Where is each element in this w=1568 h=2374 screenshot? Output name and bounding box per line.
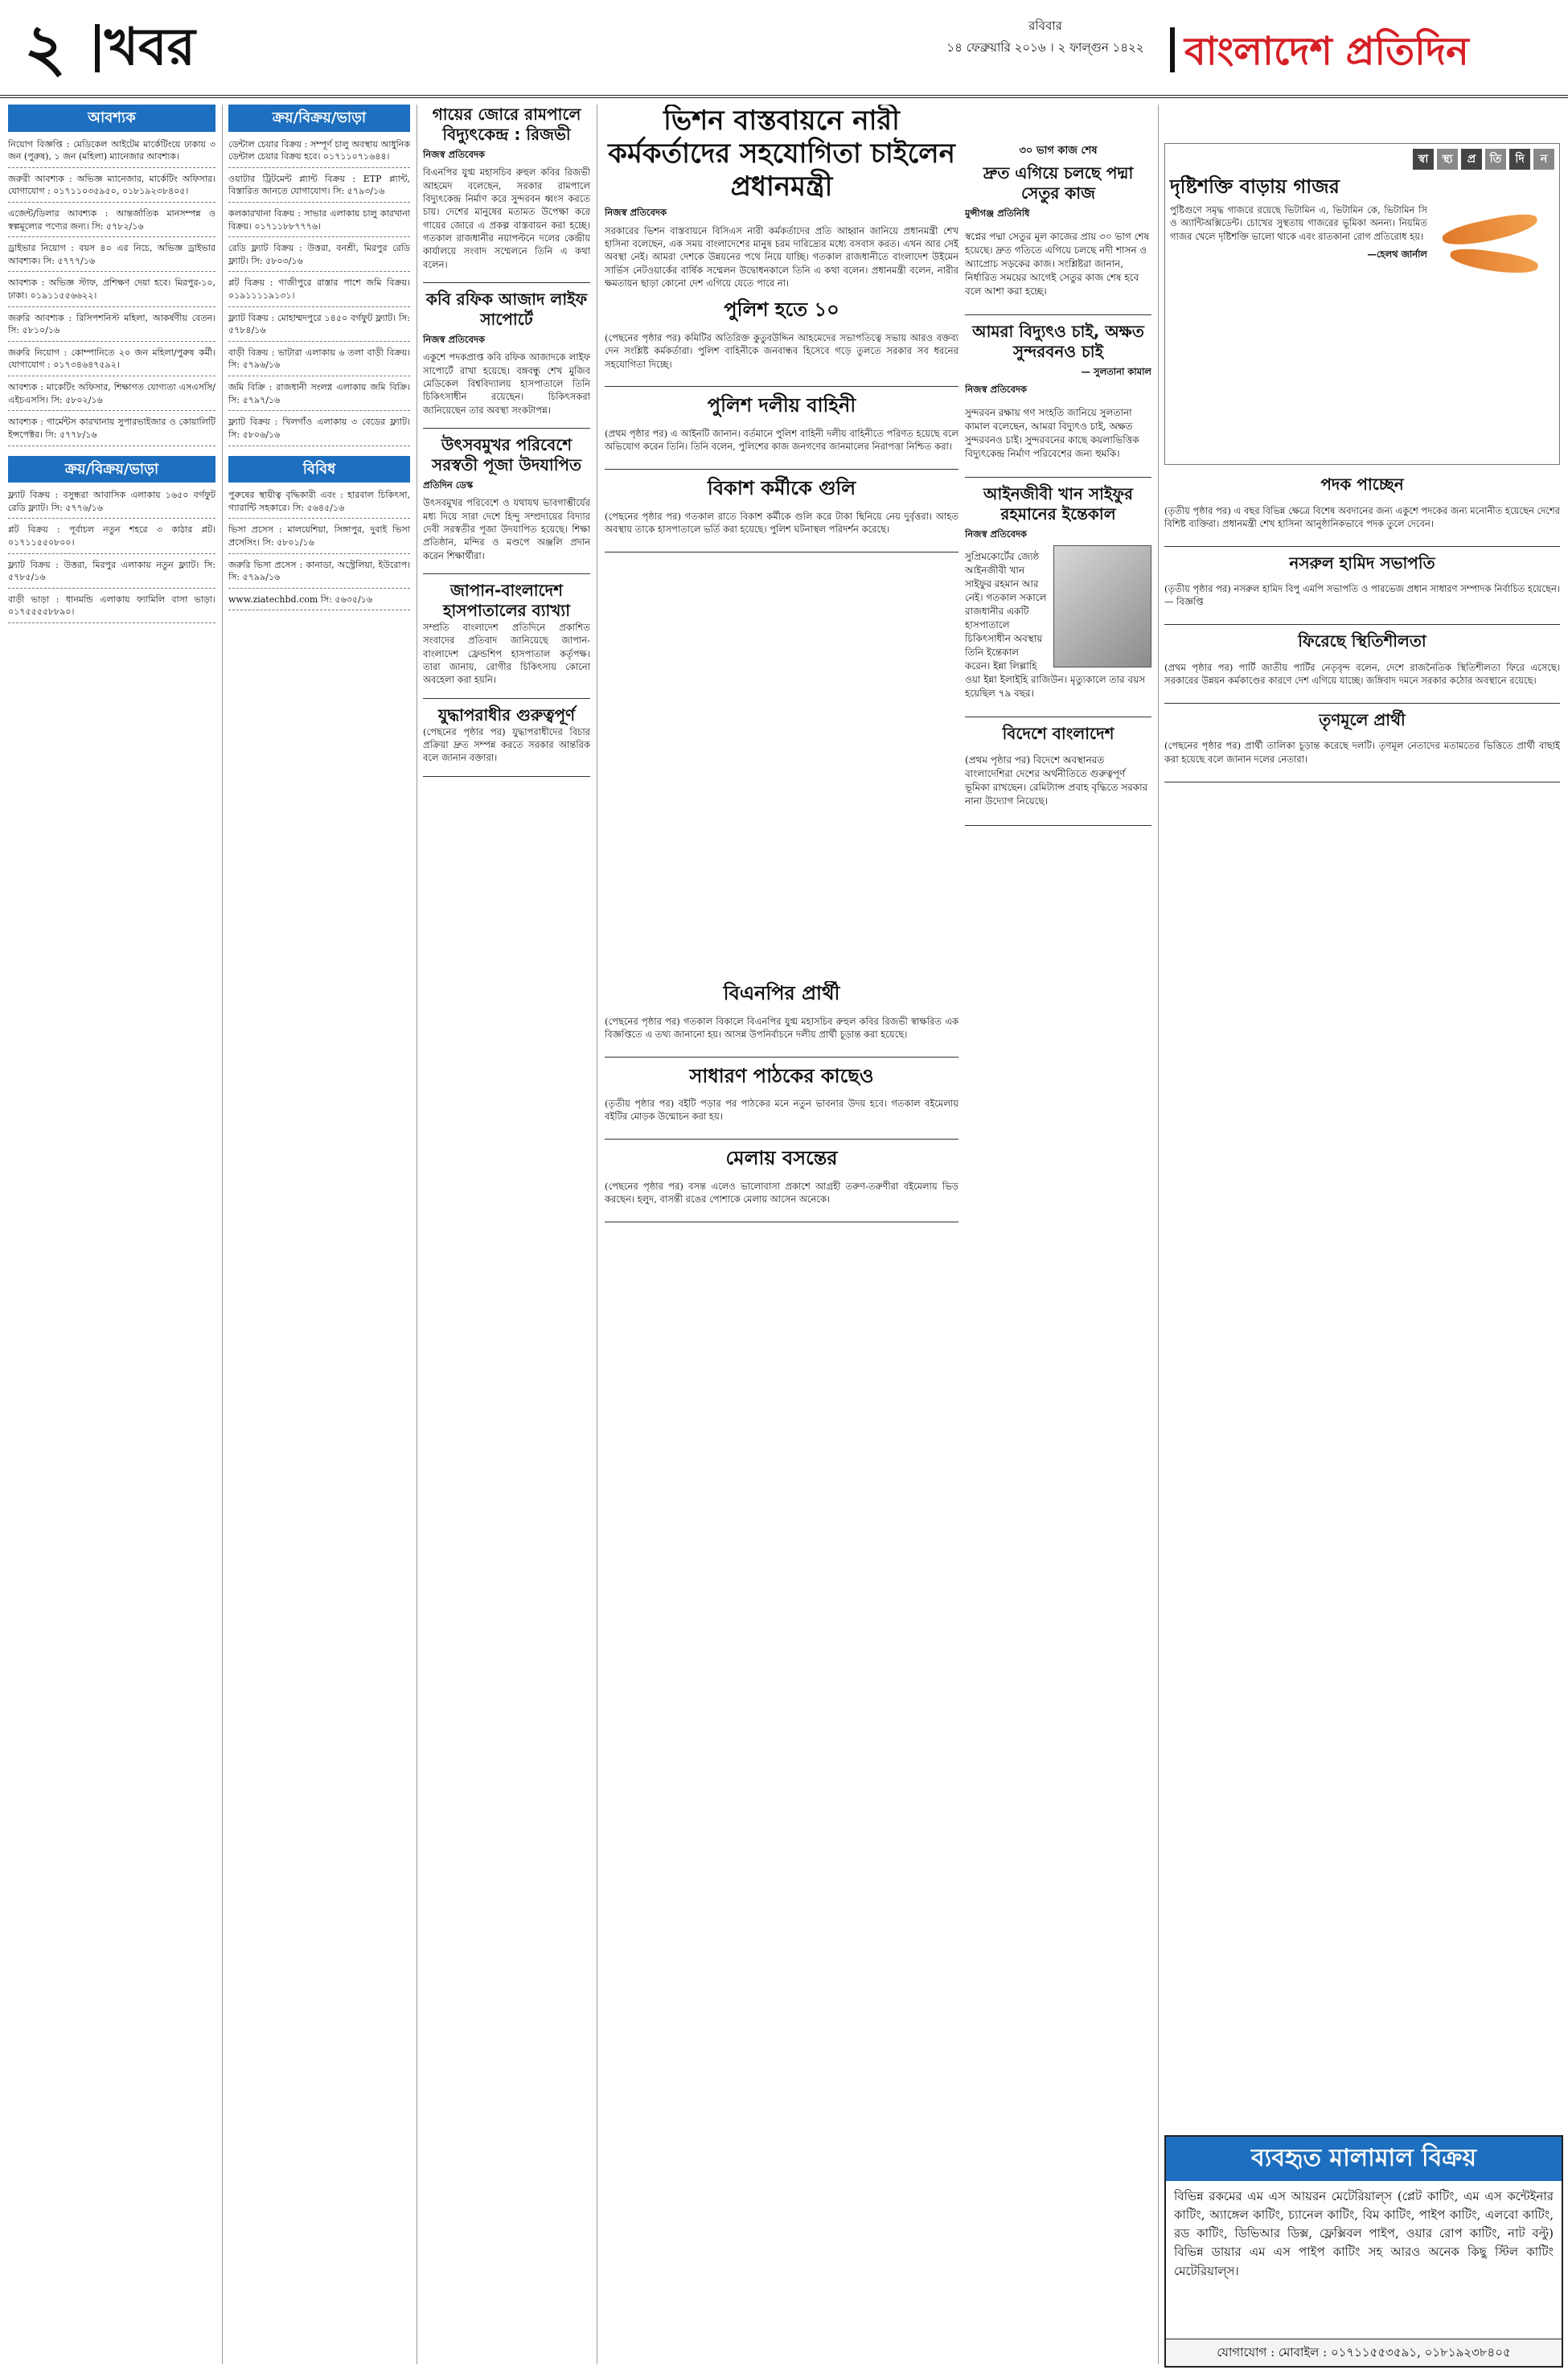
article-khan <box>965 484 1151 718</box>
article-body: সুন্দরবন রক্ষায় গণ সংহতি জানিয়ে সুলতানা কামাল বলেছেন, আমরা বিদ্যুৎও চাই, অক্ষত সুন্দরবনও চাই। সুন্দরবনের কাছে কয়লাভিত্তিক বিদ্যুৎকেন্দ্র নির্মাণ পরিবেশের জন্য হুমকি। <box>965 406 1139 459</box>
article-byline: নিজস্ব প্রতিবেদক <box>423 149 486 160</box>
carrot-shape <box>1449 245 1539 277</box>
article-quote-author: — সুলতানা কামাল <box>1081 365 1151 377</box>
classified-header-wanted: আবশ্যক <box>8 105 215 132</box>
article-headline: দ্রুত এগিয়ে চলছে পদ্মা সেতুর কাজ <box>983 163 1134 203</box>
article-body: (তৃতীয় পৃষ্ঠার পর) নসরুল হামিদ বিপু এমপি সভাপতি ও পারভেজ প্রধান সাধারণ সম্পাদক নির্বাচিত হয়েছেন। — বিজ্ঞপ্তি <box>1164 583 1560 608</box>
sale-ad-contact: যোগাযোগ : মোবাইল : ০১৭১১৫৫৩৫৯১, ০১৮১৯২৩৮৪০৫ <box>1166 2339 1562 2366</box>
article-body: (প্রথম পৃষ্ঠার পর) বিদেশে অবস্থানরত বাংলাদেশিরা দেশের অর্থনীতিতে গুরুত্বপূর্ণ ভূমিকা রাখছেন। রেমিট্যান্স প্রবাহ বৃদ্ধিতে সরকার নানা উদ্যোগ নিয়েছে। <box>965 754 1148 807</box>
news-column-5 <box>965 141 1151 2364</box>
classified-ad: আবশ্যক : মাকেটিং অফিসার, শিক্ষাগত যোগ্যতা এসএসসি/এইচএসসি। সি: ৫৮০২/১৬ <box>8 380 215 411</box>
article-bnp <box>605 981 958 1058</box>
article-headline: পুলিশ হতে ১০ <box>724 298 839 322</box>
day-label: রবিবার <box>1028 18 1062 33</box>
classified-ad: ফ্ল্যাট বিক্রয় : বসুন্ধরা আবাসিক এলাকায় ১৬৫০ বর্গফুট রেডি ফ্ল্যাট। সি: ৫৭৭৬/১৬ <box>8 487 215 519</box>
classified-ad: নিয়োগ বিজ্ঞপ্তি : মেডিকেল আইটেম মার্কেটিংয়ে ঢাকায় ৩ জন (পুরুষ), ১ জন (মহিলা) ম্যানেজার আবশ্যক। <box>8 137 215 168</box>
classified-ad: প্লট বিক্রয় : পূর্বাচল নতুন শহরে ৩ কাঠার প্লট। ০১৭১১৫৫০৮০০। <box>8 522 215 553</box>
health-feature-box <box>1164 143 1560 465</box>
article-byline: প্রতিদিন ডেস্ক <box>423 478 474 491</box>
article-juddho <box>423 705 590 777</box>
classified-ad: আবশ্যক : অভিজ্ঞ স্টাফ, প্রশিক্ষণ দেয়া হবে। মিরপুর-১০, ঢাকা। ০১৯১১৫৫৬৬২২। <box>8 275 215 306</box>
article-headline: গায়ের জোরে রামপালে বিদ্যুৎকেন্দ্র : রিজভী <box>432 105 581 144</box>
portrait-photo <box>1053 545 1151 667</box>
article-headline: কবি রফিক আজাদ লাইফ সাপোর্টে <box>425 289 588 329</box>
dateline <box>925 18 1166 62</box>
news-column-3 <box>423 105 590 2364</box>
health-tab: স্থ্য <box>1437 149 1458 170</box>
article-headline: নসরুল হামিদ সভাপতি <box>1289 552 1435 573</box>
article-body: (পেছনের পৃষ্ঠার পর) যুদ্ধাপরাধীদের বিচার প্রক্রিয়া দ্রুত সম্পন্ন করতে সরকার আন্তরিক বলে জানান বক্তারা। <box>423 725 590 764</box>
classified-ad: রেডি ফ্ল্যাট বিক্রয় : উত্তরা, বনশ্রী, মিরপুর রেডি ফ্ল্যাট। সি: ৫৮০৩/১৬ <box>228 240 410 272</box>
lead-body: সরকারের ভিশন বাস্তবায়নে বিসিএস নারী কর্মকর্তাদের প্রতি আহ্বান জানিয়ে প্রধানমন্ত্রী শেখ হাসিনা বলেছেন, এক সময় বাংলাদেশের মানুষ চরম দারিদ্র্যের মধ্যে বসবাস করত। এখন আর সেই অবস্থা নেই। আমরা দেশকে উন্নয়নের পথে নিয়ে যাচ্ছি। গতকাল রাজধানীতে বাংলাদেশ উইমেন সার্ভিস নেটওয়ার্কের বার্ষিক সম্মেলন উদ্বোধনকালে তিনি এ কথা বলেন। প্রধানমন্ত্রী বলেন, নারীর ক্ষমতায়ন ছাড়া কোনো দেশ এগিয়ে যেতে পারে না। <box>605 224 958 290</box>
article-body: স্বপ্নের পদ্মা সেতুর মূল কাজের প্রায় ৩০ ভাগ শেষ হয়েছে। দ্রুত গতিতে এগিয়ে চলছে নদী শাসন ও অ্যাপ্রোচ সড়কের কাজ। সংশ্লিষ্টরা জানান, নির্ধারিত সময়ের আগেই সেতুর কাজ শেষ হবে বলে আশা করা হচ্ছে। <box>965 230 1150 297</box>
article-headline: পুলিশ দলীয় বাহিনী <box>707 394 856 417</box>
masthead-divider <box>95 24 100 72</box>
article-byline: নিজস্ব প্রতিবেদক <box>965 384 1028 396</box>
brand-logo <box>1170 24 1556 79</box>
sale-ad-title: ব্যবহৃত মালামাল বিক্রয় <box>1166 2137 1562 2181</box>
article-bikash <box>605 476 958 552</box>
article-body: সুপ্রিমকোর্টের জ্যেষ্ঠ আইনজীবী খান সাইফুর রহমান আর নেই। গতকাল সকালে রাজধানীর একটি হাসপাতালে চিকিৎসাধীন অবস্থায় তিনি ইন্তেকাল করেন। ইন্না লিল্লাহি ওয়া ইন্না ইলাইহি রাজিউন। মৃত্যুকালে তার বয়স হয়েছিল ৭৯ বছর। <box>965 551 1146 700</box>
article-trinomul <box>1164 710 1560 782</box>
article-body: (পেছনের পৃষ্ঠার পর) গতকাল বিকালে বিএনপির যুগ্ম মহাসচিব রুহুল কবির রিজভী স্বাক্ষরিত এক বিজ্ঞপ্তিতে এ তথ্য জানানো হয়। আসন্ন উপনির্বাচনে দলীয় প্রার্থী চূড়ান্ত করা হয়েছে। <box>605 1015 958 1040</box>
carrot-image <box>1434 203 1554 292</box>
article-headline: বিকাশ কর্মীকে গুলি <box>707 477 856 499</box>
article-body: (পেছনের পৃষ্ঠার পর) কমিটির অতিরিক্ত কুতুবউদ্দিন আহমেদের সভাপতিত্বে সভায় আরও বক্তব্য দেন সংশ্লিষ্ট কর্মকর্তারা। পুলিশ বাহিনীকে জনবান্ধব হিসেবে গড়ে তুলতে সরকার সব ধরনের সহযোগিতা দিচ্ছে। <box>605 331 958 370</box>
article-body: (তৃতীয় পৃষ্ঠার পর) বইটি পড়ার পর পাঠকের মনে নতুন ভাবনার উদয় হবে। গতকাল বইমেলায় বইটির মোড়ক উন্মোচন করা হয়। <box>605 1098 958 1123</box>
section-name: খবর <box>105 17 195 77</box>
article-body: (পেছনের পৃষ্ঠার পর) গতকাল রাতে বিকাশ কর্মীকে গুলি করে টাকা ছিনিয়ে নেয় দুর্বৃত্তরা। আহত অবস্থায় তাকে হাসপাতালে ভর্তি করা হয়েছে। পুলিশ ঘটনাস্থল পরিদর্শন করেছে। <box>605 510 958 535</box>
article-body: বিএনপির যুগ্ম মহাসচিব রুহুল কবির রিজভী আহমেদ বলেছেন, সরকার রামপালে বিদ্যুৎকেন্দ্র নির্মাণ করে সুন্দরবন ধ্বংস করতে চায়। দেশের মানুষের মতামত উপেক্ষা করে গায়ের জোরে এ প্রকল্প বাস্তবায়ন করা হচ্ছে। গতকাল রাজধানীর নয়াপল্টনে দলের কেন্দ্রীয় কার্যালয়ে সংবাদ সম্মেলনে তিনি এ কথা বলেন। <box>423 166 590 270</box>
health-tab: দি <box>1509 149 1530 170</box>
article-body: উৎসবমুখর পরিবেশে ও যথাযথ ভাবগাম্ভীর্যের মধ্য দিয়ে সারা দেশে হিন্দু সম্প্রদায়ের বিদ্যার দেবী সরস্বতীর পূজা উদযাপিত হয়েছে। শিক্ষা প্রতিষ্ঠান, মন্দির ও মণ্ডপে অঞ্জলি প্রদান করেন শিক্ষার্থীরা। <box>423 497 590 561</box>
article-headline: পদক পাচ্ছেন <box>1320 474 1404 494</box>
article-sthiti <box>1164 631 1560 704</box>
article-body: (প্রথম পৃষ্ঠার পর) এ আইনটি জানান। বর্তমানে পুলিশ বাহিনী দলীয় বাহিনীতে পরিণত হয়েছে বলে অভিযোগ করেন তিনি। তিনি বলেন, পুলিশের কাজ জনগণের জানমালের নিরাপত্তা নিশ্চিত করা। <box>605 427 958 453</box>
article-headline: তৃণমূলে প্রার্থী <box>1319 709 1406 729</box>
classified-ad: জরুরি ভিসা প্রসেস : কানাডা, অস্ট্রেলিয়া, ইউরোপ। সি: ৫৭৯৯/১৬ <box>228 557 410 589</box>
classified-header-buy-sell: ক্রয়/বিক্রয়/ভাড়া <box>228 105 410 132</box>
classified-ad: প্লট বিক্রয় : গাজীপুরে রাস্তার পাশে জমি বিক্রয়। ০১৯১১১১৯১৩১। <box>228 275 410 306</box>
article-bideshe <box>965 724 1151 825</box>
article-namrul <box>1164 553 1560 626</box>
classified-ad: পুরুষের স্থায়ীত্ব বৃদ্ধিকারী এবং : হারবাল চিকিৎসা, গ্যারান্টি সহকারে। সি: ৫৬৪৫/১৬ <box>228 487 410 519</box>
health-tab: স্বা <box>1413 149 1434 170</box>
health-tab: ন <box>1533 149 1554 170</box>
classified-ad: আবশ্যক : গার্মেন্টস কারখানায় সুপারভাইজার ও কোয়ালিটি ইন্সপেক্টর। সি: ৫৭৭৮/১৬ <box>8 414 215 446</box>
article-bidyut <box>965 322 1151 478</box>
carrot-shape <box>1441 210 1540 250</box>
article-japan <box>423 581 590 699</box>
article-byline: মুন্সীগঞ্জ প্রতিনিধি <box>965 207 1030 220</box>
article-headline: আইনজীবী খান সাইফুর রহমানের ইন্তেকাল <box>983 483 1133 524</box>
sale-advertisement <box>1164 2135 1563 2368</box>
classified-ad: ড্রাইভার নিয়োগ : বয়স ৪০ এর নিচে, অভিজ্ঞ ড্রাইভার আবশ্যক। সি: ৫৭৭৭/১৬ <box>8 240 215 272</box>
article-podok <box>1164 474 1560 547</box>
classified-ad: বাড়ী বিক্রয় : ভাটারা এলাকায় ৬ তলা বাড়ী বিক্রয়। সি: ৫৭৯৬/১৬ <box>228 345 410 376</box>
page-number: ২ <box>24 10 67 85</box>
article-saraswati <box>423 435 590 574</box>
article-headline: যুদ্ধাপরাধীর গুরুত্বপূর্ণ <box>437 704 576 725</box>
classified-header-misc: বিবিধ <box>228 456 410 483</box>
article-byline: নিজস্ব প্রতিবেদক <box>423 333 486 345</box>
article-headline: জাপান-বাংলাদেশ হাসপাতালের ব্যাখ্যা <box>442 580 571 620</box>
article-headline: সাধারণ পাঠকের কাছেও <box>689 1064 874 1087</box>
health-tabs <box>1170 149 1554 170</box>
lead-byline: নিজস্ব প্রতিবেদক <box>605 207 667 219</box>
classified-ad: www.ziatechbd.com সি: ৫৬৩৫/১৬ <box>228 592 410 611</box>
date-label: ১৪ ফেব্রুয়ারি ২০১৬ । ২ ফাল্গুন ১৪২২ <box>946 40 1144 55</box>
article-headline: বিএনপির প্রার্থী <box>723 982 840 1004</box>
classified-ad: এজেন্ট/ডিলার আবশ্যক : আন্তর্জাতিক মানসম্পন্ন ও স্বল্পমূল্যের পণ্যের জন্য। সি: ৫৭৮২/১৬ <box>8 206 215 237</box>
lower-center-stories <box>605 981 958 2364</box>
health-author: —হেলথ জার্নাল <box>1367 248 1427 260</box>
article-headline: উৎসবমুখর পরিবেশে সরস্বতী পূজা উদযাপিত <box>431 434 582 474</box>
classified-ad: ফ্ল্যাট বিক্রয় : খিলগাঁও এলাকায় ৩ বেডের ফ্ল্যাট। সি: ৫৮০৬/১৬ <box>228 414 410 446</box>
classified-ad: ফ্ল্যাট বিক্রয় : উত্তরা, মিরপুর এলাকায় নতুন ফ্ল্যাট। সি: ৫৭৮৫/১৬ <box>8 557 215 589</box>
article-headline: মেলায় বসন্তের <box>725 1147 838 1170</box>
classified-ad: ডেন্টাল চেয়ার বিক্রয় : সম্পূর্ণ চালু অবস্থায় আধুনিক ডেন্টাল চেয়ার বিক্রয় হবে। ০১৭১১০৭১৬৪৪। <box>228 137 410 168</box>
article-body: (পেছনের পৃষ্ঠার পর) বসন্ত এলেও ভালোবাসা প্রকাশে আগ্রহী তরুণ-তরুণীরা বইমেলায় ভিড় করছেন। হলুদ, বাসন্তী রঙের পোশাকে মেলায় আসেন অনেকে। <box>605 1180 958 1205</box>
column-rule <box>222 105 223 2364</box>
article-padma <box>965 144 1151 315</box>
article-headline: ফিরেছে স্থিতিশীলতা <box>1298 631 1426 651</box>
sale-ad-body: বিভিন্ন রকমের এম এস আয়রন মেটেরিয়াল্স (প্লেট কাটিং, এম এস কন্টেইনার কাটিং, অ্যাঙ্গেল কাটিং, চ্যানেল কাটিং, বিম কাটিং, পাইপ কাটিং, এলবো কাটিং, রড কাটিং, ডিভিআর ডিক্স, ফ্লেক্সিবল পাইপ, ওয়ার রোপ কাটিং, নাট বল্টু) বিভিন্ন ডায়ার এম এস পাইপ কাটিং সহ আরও অনেক কিছু স্টিল কাটিং মেটেরিয়াল্স। <box>1174 2188 1554 2278</box>
classifieds-column-2 <box>228 105 410 2364</box>
classified-ad: জরুরি আবশ্যক : রিসিপশনিস্ট মহিলা, আকর্ষণীয় বেতন। সি: ৫৮১০/১৬ <box>8 310 215 342</box>
health-headline: দৃষ্টিশক্তি বাড়ায় গাজর <box>1170 175 1340 198</box>
article-body: একুশে পদকপ্রাপ্ত কবি রফিক আজাদকে লাইফ সাপোর্টে রাখা হয়েছে। বঙ্গবন্ধু শেখ মুজিব মেডিকেল বিশ্ববিদ্যালয় হাসপাতালে তিনি চিকিৎসাধীন রয়েছেন। চিকিৎসকরা জানিয়েছেন তার অবস্থা সংকটাপন্ন। <box>423 351 590 416</box>
masthead <box>0 0 1568 98</box>
article-rafiq <box>423 290 590 429</box>
article-police <box>605 298 958 387</box>
classified-ad: জমি বিক্রি : রাজধানী সংলগ্ন এলাকায় জমি বিক্রি। সি: ৫৭৯৭/১৬ <box>228 380 410 411</box>
classified-ad: কলকারখানা বিক্রয় : সাভার এলাকায় চালু কারখানা বিক্রয়। ০১৭১১৮৮৭৭৭৬। <box>228 206 410 237</box>
classified-ad: জরুরি নিয়োগ : কোম্পানিতে ২০ জন মহিলা/পুরুষ কর্মী। যোগাযোগ : ০১৭৩৪৬৪৭৫৯২। <box>8 345 215 376</box>
classified-header-buy-sell: ক্রয়/বিক্রয়/ভাড়া <box>8 456 215 483</box>
article-headline: আমরা বিদ্যুৎও চাই, অক্ষত সুন্দরবনও চাই <box>972 321 1144 361</box>
lead-story <box>605 105 958 973</box>
classifieds-column-1 <box>8 105 215 2364</box>
classified-ad: জরুরী আবশ্যক : অভিজ্ঞ ম্যানেজার, মার্কেটিং অফিসার। যোগাযোগ : ০১৭১১০৩৫৯৫০, ০১৮১৯২৩৮৪০৫। <box>8 171 215 203</box>
health-tab: প্র <box>1461 149 1482 170</box>
lead-headline: ভিশন বাস্তবায়নে নারী কর্মকর্তাদের সহযোগিতা চাইলেন প্রধানমন্ত্রী <box>608 105 955 203</box>
column-rule <box>1158 105 1159 2364</box>
article-mela <box>605 1146 958 1222</box>
article-rampal <box>423 105 590 283</box>
health-tab: তি <box>1485 149 1506 170</box>
article-byline: নিজস্ব প্রতিবেদক <box>965 528 1028 540</box>
article-body: (পেছনের পৃষ্ঠার পর) প্রার্থী তালিকা চূড়ান্ত করেছে দলটি। তৃণমূল নেতাদের মতামতের ভিত্তিতে প্রার্থী বাছাই করা হয়েছে বলে জানান দলের নেতারা। <box>1164 740 1560 765</box>
classified-ad: ভিসা প্রসেস : মালয়েশিয়া, সিঙ্গাপুর, দুবাই ভিসা প্রসেসিং। সি: ৫৮০১/১৬ <box>228 522 410 553</box>
article-kicker: ৩০ ভাগ কাজ শেষ <box>1019 145 1098 157</box>
classified-ad: ফ্ল্যাট বিক্রয় : মোহাম্মদপুরে ১৪৫০ বর্গফুট ফ্ল্যাট। সি: ৫৭৮৪/১৬ <box>228 310 410 342</box>
classified-ad: বাড়ী ভাড়া : ধানমন্ডি এলাকায় ফ্যামিলি বাসা ভাড়া। ০১৭৫৫৫৫৮৮৯০। <box>8 592 215 623</box>
news-column-6 <box>1164 474 1560 2127</box>
article-body: (প্রথম পৃষ্ঠার পর) পার্টি জাতীয় পার্টির নেতৃবৃন্দ বলেন, দেশে রাজনৈতিক স্থিতিশীলতা ফিরে এসেছে। সরকারের উন্নয়ন কর্মকাণ্ডের কারণে দেশ এগিয়ে যাচ্ছে। জঙ্গিবাদ দমনে সরকার কঠোর অবস্থানে রয়েছে। <box>1164 661 1560 687</box>
article-headline: বিদেশে বাংলাদেশ <box>1002 724 1114 744</box>
article-body: (তৃতীয় পৃষ্ঠার পর) এ বছর বিভিন্ন ক্ষেত্রে বিশেষ অবদানের জন্য একুশে পদকের জন্য মনোনীত হয়েছেন দেশের বিশিষ্ট ব্যক্তিরা। প্রধানমন্ত্রী শেখ হাসিনা আনুষ্ঠানিকভাবে পদক তুলে দেবেন। <box>1164 504 1560 529</box>
article-police2 <box>605 393 958 470</box>
brand-name: বাংলাদেশ প্রতিদিন <box>1184 29 1469 74</box>
health-body: পুষ্টিগুণে সমৃদ্ধ গাজরে রয়েছে ভিটামিন এ, ভিটামিন কে, ভিটামিন সি ও অ্যান্টিঅক্সিডেন্ট। চোখের সুস্থতায় গাজরের ভূমিকা অনন্য। নিয়মিত গাজর খেলে দৃষ্টিশক্তি ভালো থাকে এবং রাতকানা রোগ প্রতিরোধ হয়। <box>1170 204 1427 242</box>
article-body: সম্প্রতি বাংলাদেশ প্রতিদিনে প্রকাশিত সংবাদের প্রতিবাদ জানিয়েছে জাপান-বাংলাদেশ ফ্রেন্ডশিপ হাসপাতাল কর্তৃপক্ষ। তারা জানায়, রোগীর চিকিৎসায় কোনো অবহেলা করা হয়নি। <box>423 621 590 686</box>
classified-ad: ওয়াটার ট্রিটমেন্ট প্ল্যান্ট বিক্রয় : ETP প্ল্যান্ট, বিস্তারিত জানতে যোগাযোগ। সি: ৫৭৯৩/১৬ <box>228 171 410 203</box>
article-sadharon <box>605 1064 958 1140</box>
